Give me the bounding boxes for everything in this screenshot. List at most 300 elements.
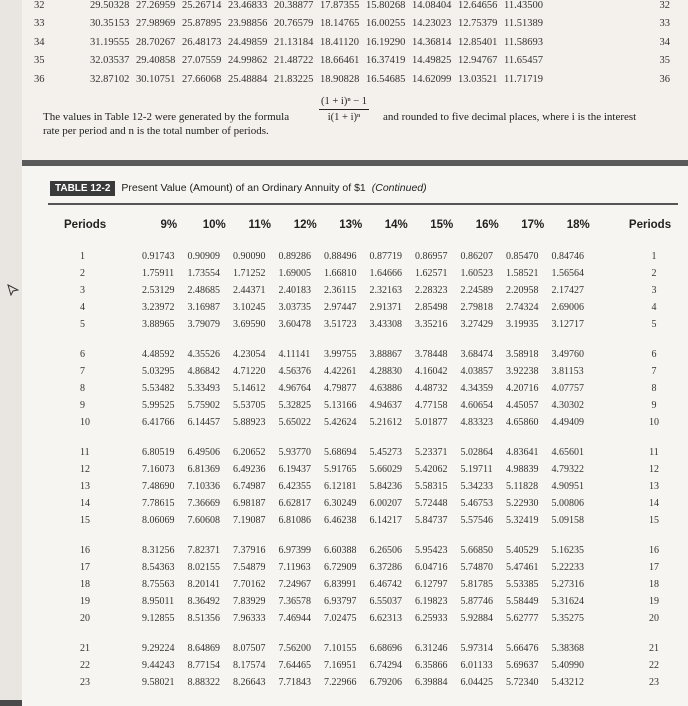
note-text-after: and rounded to five decimal places, where i is the interest	[383, 111, 637, 123]
period-label: 19	[80, 596, 90, 607]
table-cell: 8.06069	[142, 515, 175, 526]
row-values	[132, 562, 630, 573]
table-cell: 4.07757	[551, 383, 584, 394]
table-cell: 5.13166	[324, 400, 357, 411]
table-cell: 5.97314	[460, 643, 493, 654]
table-cell: 14.49825	[412, 55, 452, 67]
table-cell: 28.70267	[136, 36, 176, 48]
table-row	[30, 33, 680, 52]
table-cell: 5.40990	[551, 660, 584, 671]
table-cell: 3.88965	[142, 319, 175, 330]
table-row	[48, 414, 678, 431]
table-cell: 4.48732	[415, 383, 448, 394]
period-label-right: 18	[649, 579, 659, 590]
table-cell: 3.43308	[369, 319, 402, 330]
table-row	[48, 495, 678, 512]
table-cell: 5.46753	[460, 498, 493, 509]
table-cell: 6.74294	[369, 660, 402, 671]
period-label: 9	[80, 400, 85, 411]
table-cell: 9.44243	[142, 660, 175, 671]
period-label-right: 2	[651, 268, 657, 279]
table-cell: 3.99755	[324, 349, 357, 360]
table-row	[30, 15, 680, 34]
table-cell: 4.30302	[551, 400, 584, 411]
period-label: 33	[34, 18, 45, 30]
table-cell: 12.75379	[458, 18, 498, 30]
table-cell: 5.21612	[369, 417, 402, 428]
table-row	[48, 316, 678, 333]
table-cell: 1.56564	[551, 268, 584, 279]
table-cell: 20.76579	[274, 18, 314, 30]
period-label-right: 14	[649, 498, 659, 509]
row-values	[132, 596, 630, 607]
table-cell: 7.78615	[142, 498, 175, 509]
table-cell: 8.95011	[142, 596, 175, 607]
table-cell: 0.84746	[551, 251, 584, 262]
table-cell: 14.62099	[412, 73, 452, 85]
table-row	[48, 640, 678, 657]
table-cell: 5.19711	[460, 464, 493, 475]
table-cell: 30.35153	[90, 18, 130, 30]
table-cell: 5.23371	[415, 447, 448, 458]
table-cell: 6.98187	[233, 498, 266, 509]
top-table-fragment	[30, 0, 680, 89]
table-cell: 4.20716	[506, 383, 539, 394]
table-cell: 8.51356	[187, 613, 220, 624]
table-cell: 5.84737	[415, 515, 448, 526]
table-cell: 5.66850	[460, 545, 493, 556]
table-cell: 6.12181	[324, 481, 357, 492]
table-cell: 5.95423	[415, 545, 448, 556]
table-cell: 16.00255	[366, 18, 406, 30]
table-label: TABLE 12-2	[50, 181, 115, 196]
row-values	[132, 268, 630, 279]
table-cell: 4.94637	[369, 400, 402, 411]
table-cell: 31.19555	[90, 36, 130, 48]
table-cell: 8.88322	[187, 677, 220, 688]
table-cell: 21.13184	[274, 36, 314, 48]
table-cell: 6.14217	[369, 515, 402, 526]
table-cell: 0.91743	[142, 251, 175, 262]
table-row	[48, 380, 678, 397]
table-cell: 2.44371	[233, 285, 266, 296]
table-cell: 4.23054	[233, 349, 266, 360]
table-cell: 7.70162	[233, 579, 266, 590]
period-label: 13	[80, 481, 90, 492]
table-cell: 27.98969	[136, 18, 176, 30]
table-cell: 25.87895	[182, 18, 222, 30]
table-cell: 8.20141	[187, 579, 220, 590]
table-cell: 3.27429	[460, 319, 493, 330]
table-cell: 5.58449	[506, 596, 539, 607]
table-cell: 5.09158	[551, 515, 584, 526]
row-values	[132, 417, 630, 428]
group-separator	[48, 333, 678, 346]
table-cell: 23.98856	[228, 18, 268, 30]
table-cell: 30.10751	[136, 73, 176, 85]
table-cell: 4.96764	[278, 383, 311, 394]
row-values	[70, 74, 640, 85]
table-cell: 5.81785	[460, 579, 493, 590]
table-cell: 6.97399	[278, 545, 311, 556]
row-values	[70, 37, 640, 48]
rate-header: 13%	[339, 219, 363, 231]
period-label: 4	[80, 302, 85, 313]
row-values	[132, 643, 630, 654]
period-label-right: 16	[649, 545, 659, 556]
periods-header: Periods	[64, 219, 107, 231]
table-cell: 6.04425	[460, 677, 493, 688]
table-cell: 8.02155	[187, 562, 220, 573]
table-cell: 0.86207	[460, 251, 493, 262]
table-cell: 6.37286	[369, 562, 402, 573]
row-values	[132, 400, 630, 411]
table-cell: 18.14765	[320, 18, 360, 30]
table-cell: 6.14457	[187, 417, 220, 428]
period-label-right: 36	[659, 73, 670, 85]
row-values	[132, 383, 630, 394]
table-cell: 2.91371	[369, 302, 402, 313]
period-label-right: 11	[649, 447, 659, 458]
table-cell: 1.71252	[233, 268, 266, 279]
table-cell: 4.03857	[460, 366, 493, 377]
page-margin	[0, 0, 22, 700]
cursor-arrow-icon	[7, 284, 19, 296]
period-label-right: 22	[649, 660, 659, 671]
table-cell: 8.26643	[233, 677, 266, 688]
table-cell: 5.99525	[142, 400, 175, 411]
period-label-right: 4	[651, 302, 657, 313]
period-label: 10	[80, 417, 90, 428]
period-label: 35	[34, 55, 45, 67]
table-cell: 7.10155	[324, 643, 357, 654]
table-continued: (Continued)	[371, 182, 427, 194]
table-cell: 7.83929	[233, 596, 266, 607]
table-row	[48, 282, 678, 299]
period-label: 14	[80, 498, 90, 509]
table-cell: 2.17427	[551, 285, 584, 296]
period-label-right: 7	[651, 366, 657, 377]
table-cell: 5.58315	[415, 481, 448, 492]
table-cell: 4.63886	[369, 383, 402, 394]
table-cell: 5.87746	[460, 596, 493, 607]
period-label: 6	[80, 349, 85, 360]
table-cell: 3.16987	[187, 302, 220, 313]
row-group	[48, 542, 678, 627]
row-values	[132, 613, 630, 624]
table-cell: 5.42624	[324, 417, 357, 428]
row-values	[132, 660, 630, 671]
rate-header: 14%	[384, 219, 408, 231]
table-cell: 5.38368	[551, 643, 584, 654]
period-label: 7	[80, 366, 85, 377]
table-cell: 7.24967	[278, 579, 311, 590]
table-cell: 0.87719	[369, 251, 402, 262]
table-cell: 29.50328	[90, 0, 130, 11]
row-values	[132, 545, 630, 556]
table-cell: 6.68696	[369, 643, 402, 654]
table-row	[48, 346, 678, 363]
row-values	[70, 18, 640, 29]
table-cell: 5.72340	[506, 677, 539, 688]
rate-header: 9%	[160, 219, 178, 231]
rate-header: 16%	[475, 219, 499, 231]
table-cell: 6.00207	[369, 498, 402, 509]
table-cell: 1.69005	[278, 268, 311, 279]
table-cell: 5.68694	[324, 447, 357, 458]
period-label: 20	[80, 613, 90, 624]
table-cell: 4.56376	[278, 366, 311, 377]
table-cell: 5.53705	[233, 400, 266, 411]
period-label-right: 33	[659, 18, 670, 30]
table-cell: 6.25933	[415, 613, 448, 624]
table-cell: 0.86957	[415, 251, 448, 262]
periods-header-right: Periods	[628, 219, 672, 231]
table-cell: 7.64465	[278, 660, 311, 671]
table-cell: 5.74870	[460, 562, 493, 573]
table-cell: 24.49859	[228, 36, 268, 48]
table-cell: 1.62571	[415, 268, 448, 279]
table-cell: 15.80268	[366, 0, 406, 11]
group-separator	[48, 235, 678, 248]
table-cell: 4.83641	[506, 447, 539, 458]
table-cell: 4.98839	[506, 464, 539, 475]
period-label-right: 34	[659, 36, 670, 48]
table-cell: 5.53385	[506, 579, 539, 590]
table-row	[48, 444, 678, 461]
table-cell: 6.04716	[415, 562, 448, 573]
table-cell: 2.69006	[551, 302, 584, 313]
table-cell: 2.85498	[415, 302, 448, 313]
rate-header: 12%	[293, 219, 317, 231]
table-cell: 27.66068	[182, 73, 222, 85]
period-label-right: 20	[649, 613, 659, 624]
table-cell: 7.11963	[278, 562, 311, 573]
table-cell: 3.79079	[187, 319, 220, 330]
table-cell: 5.11828	[506, 481, 539, 492]
table-cell: 27.26959	[136, 0, 176, 11]
table-row	[48, 397, 678, 414]
table-cell: 6.26506	[369, 545, 402, 556]
table-cell: 4.90951	[551, 481, 584, 492]
table-cell: 6.83991	[324, 579, 357, 590]
table-cell: 3.51723	[324, 319, 357, 330]
table-cell: 9.29224	[142, 643, 175, 654]
table-cell: 6.49236	[233, 464, 266, 475]
table-cell: 8.64869	[187, 643, 220, 654]
period-label-right: 35	[659, 55, 670, 67]
table-cell: 5.16235	[551, 545, 584, 556]
row-values	[132, 302, 630, 313]
row-values	[132, 319, 630, 330]
table-cell: 2.79818	[460, 302, 493, 313]
table-cell: 2.97447	[324, 302, 357, 313]
table-cell: 6.55037	[369, 596, 402, 607]
table-cell: 16.54685	[366, 73, 406, 85]
period-label-right: 12	[649, 464, 659, 475]
period-label-right: 3	[651, 285, 657, 296]
table-cell: 4.16042	[415, 366, 448, 377]
table-cell: 7.48690	[142, 481, 175, 492]
table-row	[48, 299, 678, 316]
period-label: 23	[80, 677, 90, 688]
row-group	[48, 640, 678, 691]
period-label: 36	[34, 73, 45, 85]
table-cell: 6.49506	[187, 447, 220, 458]
table-cell: 4.86842	[187, 366, 220, 377]
row-values	[132, 447, 630, 458]
table-cell: 2.32163	[369, 285, 402, 296]
table-cell: 6.39884	[415, 677, 448, 688]
table-cell: 18.41120	[320, 36, 359, 48]
table-cell: 6.93797	[324, 596, 357, 607]
table-body	[48, 235, 678, 691]
table-row	[48, 542, 678, 559]
period-label-right: 8	[651, 383, 657, 394]
table-cell: 12.64656	[458, 0, 498, 11]
table-cell: 26.48173	[182, 36, 222, 48]
table-cell: 0.85470	[506, 251, 539, 262]
period-label: 21	[80, 643, 90, 654]
table-cell: 5.47461	[506, 562, 539, 573]
row-values	[132, 481, 630, 492]
period-label-right: 9	[651, 400, 657, 411]
table-cell: 5.14612	[233, 383, 266, 394]
period-label-right: 19	[649, 596, 659, 607]
period-label: 11	[80, 447, 90, 458]
table-cell: 5.01877	[415, 417, 448, 428]
table-cell: 6.62313	[369, 613, 402, 624]
table-header-row	[48, 219, 678, 235]
table-row	[48, 657, 678, 674]
note-line-2: rate per period and n is the total number of periods.	[43, 125, 269, 137]
table-cell: 7.36578	[278, 596, 311, 607]
group-separator	[48, 627, 678, 640]
period-label-right: 21	[649, 643, 659, 654]
table-cell: 0.90909	[187, 251, 220, 262]
table-cell: 6.41766	[142, 417, 175, 428]
table-cell: 7.22966	[324, 677, 357, 688]
table-cell: 5.02864	[460, 447, 493, 458]
table-cell: 7.36669	[187, 498, 220, 509]
row-values	[132, 677, 630, 688]
table-cell: 12.85401	[458, 36, 498, 48]
table-cell: 4.28830	[369, 366, 402, 377]
table-cell: 5.22233	[551, 562, 584, 573]
period-label: 18	[80, 579, 90, 590]
table-cell: 27.07559	[182, 55, 222, 67]
rate-header: 10%	[202, 219, 226, 231]
table-cell: 2.20958	[506, 285, 539, 296]
table-cell: 4.77158	[415, 400, 448, 411]
period-label-right: 6	[651, 349, 657, 360]
period-label: 32	[34, 0, 45, 11]
table-cell: 8.36492	[187, 596, 220, 607]
table-row	[48, 674, 678, 691]
table-cell: 3.81153	[551, 366, 584, 377]
table-cell: 7.71843	[278, 677, 311, 688]
table-cell: 1.66810	[324, 268, 357, 279]
table-cell: 11.51389	[504, 18, 543, 30]
table-cell: 7.56200	[278, 643, 311, 654]
table-cell: 5.92884	[460, 613, 493, 624]
table-cell: 14.08404	[412, 0, 452, 11]
table-cell: 8.31256	[142, 545, 175, 556]
table-cell: 5.00806	[551, 498, 584, 509]
table-cell: 0.90090	[233, 251, 266, 262]
table-row	[48, 461, 678, 478]
table-cell: 7.02475	[324, 613, 357, 624]
table-row	[30, 70, 680, 89]
table-cell: 4.49409	[551, 417, 584, 428]
table-cell: 4.60654	[460, 400, 493, 411]
table-cell: 6.60388	[324, 545, 357, 556]
table-cell: 2.74324	[506, 302, 539, 313]
table-cell: 6.42355	[278, 481, 311, 492]
table-cell: 12.94767	[458, 55, 498, 67]
table-cell: 8.77154	[187, 660, 220, 671]
table-cell: 3.58918	[506, 349, 539, 360]
table-cell: 6.31246	[415, 643, 448, 654]
table-heading	[50, 180, 427, 196]
table-cell: 25.26714	[182, 0, 222, 11]
table-cell: 4.79322	[551, 464, 584, 475]
period-label-right: 23	[649, 677, 659, 688]
period-label-right: 1	[651, 251, 657, 262]
table-cell: 23.46833	[228, 0, 268, 11]
table-cell: 6.30249	[324, 498, 357, 509]
table-cell: 7.16951	[324, 660, 357, 671]
table-cell: 1.58521	[506, 268, 539, 279]
period-label-right: 10	[649, 417, 659, 428]
table-cell: 5.62777	[506, 613, 539, 624]
table-cell: 2.48685	[187, 285, 220, 296]
table-cell: 21.48722	[274, 55, 314, 67]
table-cell: 6.80519	[142, 447, 175, 458]
table-cell: 7.16073	[142, 464, 175, 475]
period-label: 12	[80, 464, 90, 475]
table-cell: 5.32419	[506, 515, 539, 526]
row-group	[48, 346, 678, 431]
table-cell: 8.17574	[233, 660, 266, 671]
table-cell: 3.23972	[142, 302, 175, 313]
table-cell: 6.35866	[415, 660, 448, 671]
formula-numerator: (1 + i)ⁿ − 1	[319, 94, 369, 110]
table-cell: 5.69637	[506, 660, 539, 671]
rate-header: 11%	[248, 219, 271, 231]
table-cell: 3.35216	[415, 319, 448, 330]
table-cell: 6.79206	[369, 677, 402, 688]
period-label: 3	[80, 285, 85, 296]
period-label-right: 32	[659, 0, 670, 11]
table-cell: 5.32825	[278, 400, 311, 411]
table-cell: 1.64666	[369, 268, 402, 279]
table-cell: 17.87355	[320, 0, 360, 11]
table-cell: 1.75911	[142, 268, 175, 279]
annuity-table	[48, 203, 678, 691]
table-row	[48, 559, 678, 576]
table-cell: 6.19437	[278, 464, 311, 475]
note-text-before: The values in Table 12-2 were generated by the formula	[43, 111, 290, 123]
table-cell: 21.83225	[274, 73, 314, 85]
row-values	[132, 285, 630, 296]
table-title: Present Value (Amount) of an Ordinary Annuity of $1	[121, 182, 366, 194]
table-cell: 3.03735	[278, 302, 311, 313]
table-cell: 8.07507	[233, 643, 266, 654]
table-cell: 11.71719	[504, 73, 543, 85]
period-label: 16	[80, 545, 90, 556]
period-label: 34	[34, 36, 45, 48]
